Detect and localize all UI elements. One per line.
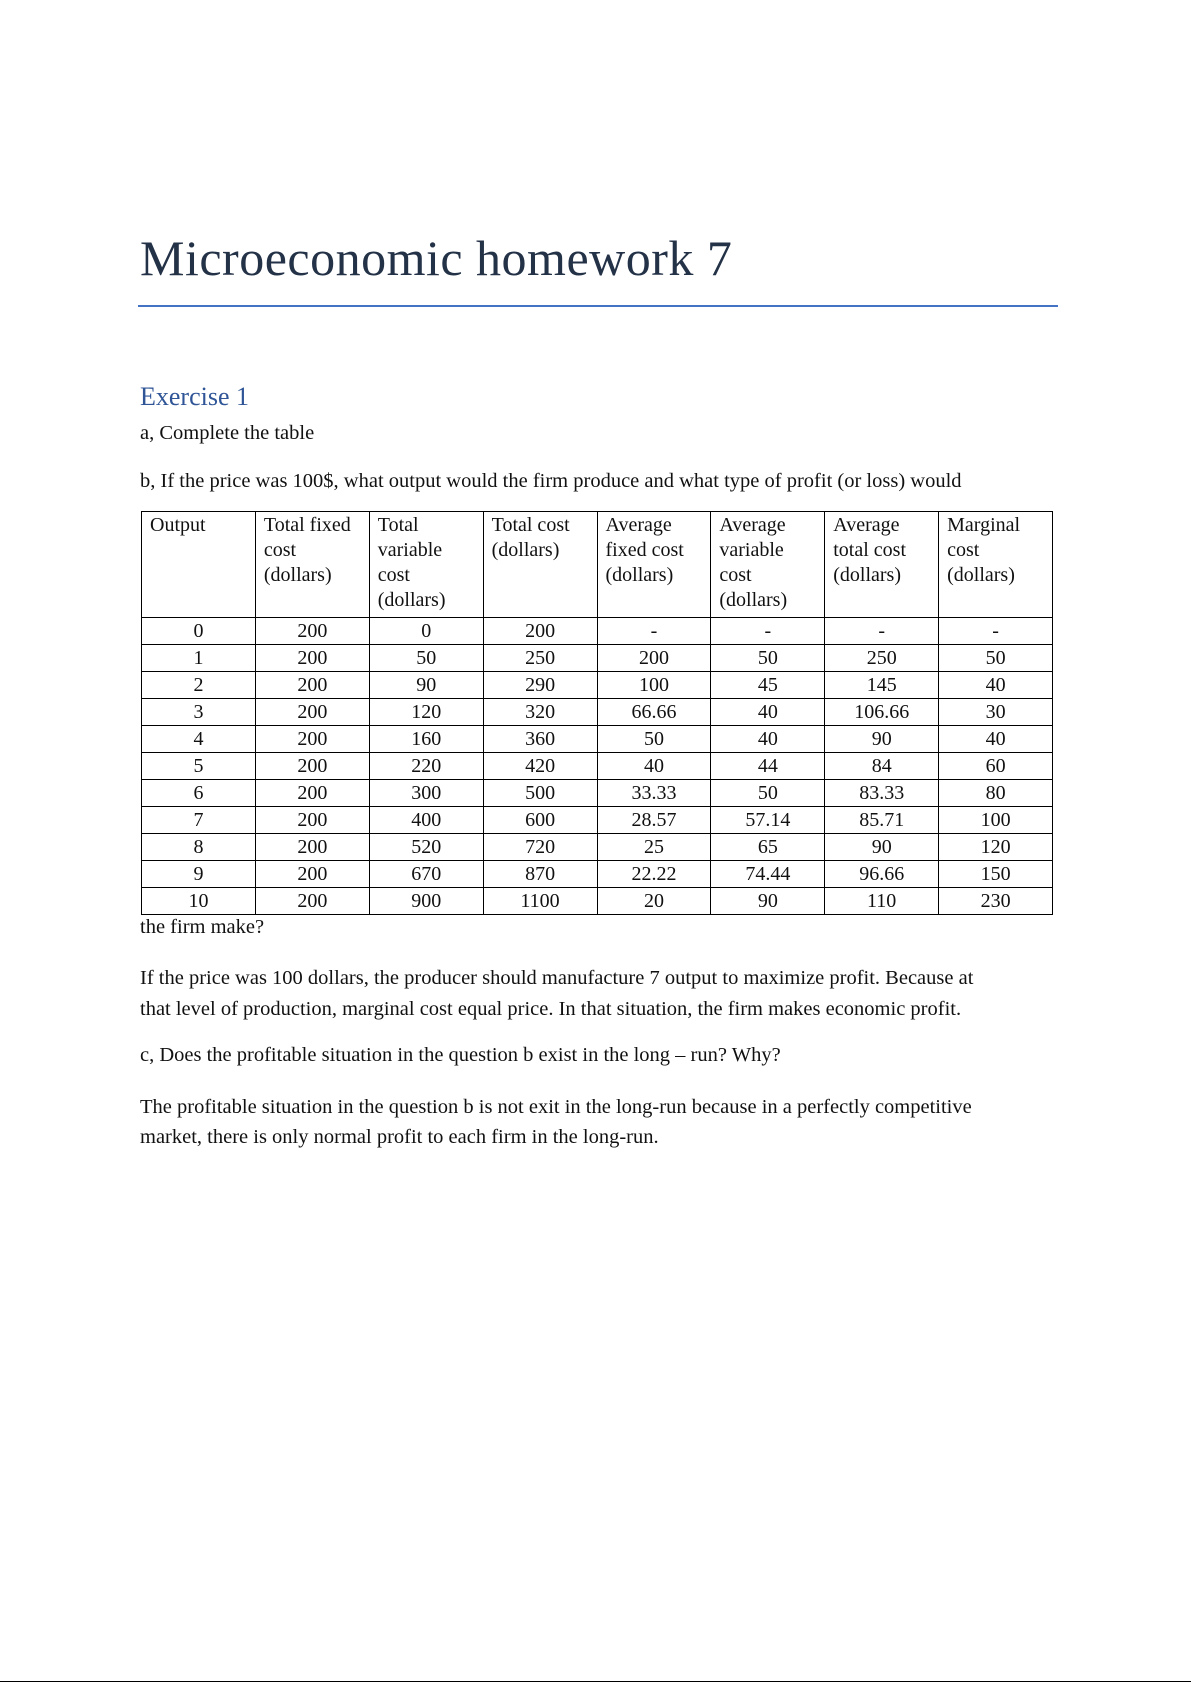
table-cell: 110: [825, 888, 939, 915]
table-cell: 720: [483, 834, 597, 861]
table-cell: 900: [369, 888, 483, 915]
title-divider: [138, 305, 1058, 307]
header-average-fixed-cost: Average fixed cost (dollars): [597, 512, 711, 618]
table-cell: 22.22: [597, 861, 711, 888]
table-cell: 8: [142, 834, 256, 861]
answer-b-line-2: that level of production, marginal cost equal price. In that situation, the firm makes economic profit.: [140, 998, 962, 1020]
table-cell: 50: [711, 780, 825, 807]
answer-c-line-1: The profitable situation in the question b is not exit in the long-run because in a perfectly competitive: [140, 1096, 972, 1118]
table-row: [142, 645, 1053, 672]
table-cell: 50: [369, 645, 483, 672]
table-cell: 90: [369, 672, 483, 699]
table-cell: 200: [483, 618, 597, 645]
table-row: [142, 753, 1053, 780]
page-title: Microeconomic homework 7: [140, 230, 733, 286]
table-row: [142, 888, 1053, 915]
table-cell: 250: [825, 645, 939, 672]
table-cell: 2: [142, 672, 256, 699]
table-cell: 200: [255, 807, 369, 834]
table-cell: 66.66: [597, 699, 711, 726]
table-cell: 600: [483, 807, 597, 834]
question-a: a, Complete the table: [140, 422, 315, 444]
table-body: [142, 618, 1053, 915]
table-cell: 120: [369, 699, 483, 726]
header-total-cost: Total cost (dollars): [483, 512, 597, 618]
table-cell: 160: [369, 726, 483, 753]
table-cell: 40: [939, 672, 1053, 699]
table-row: [142, 861, 1053, 888]
answer-c-line-2: market, there is only normal profit to each firm in the long-run.: [140, 1126, 659, 1148]
table-cell: 57.14: [711, 807, 825, 834]
table-cell: 40: [939, 726, 1053, 753]
table-cell: 33.33: [597, 780, 711, 807]
table-cell: 83.33: [825, 780, 939, 807]
table-cell: 40: [711, 699, 825, 726]
table-cell: -: [825, 618, 939, 645]
table-header-row: [142, 512, 1053, 618]
page-bottom-rule: [0, 1681, 1191, 1682]
table-cell: 200: [255, 861, 369, 888]
table-cell: 0: [369, 618, 483, 645]
cost-table: [141, 511, 1053, 915]
header-output: Output: [142, 512, 256, 618]
table-cell: 870: [483, 861, 597, 888]
table-cell: 10: [142, 888, 256, 915]
table-row: [142, 726, 1053, 753]
table-cell: 80: [939, 780, 1053, 807]
question-b-line-1: b, If the price was 100$, what output would the firm produce and what type of profit (or loss) would: [140, 470, 962, 492]
table-cell: 40: [711, 726, 825, 753]
table-cell: 400: [369, 807, 483, 834]
table-cell: 200: [255, 645, 369, 672]
table-cell: 84: [825, 753, 939, 780]
table-cell: 7: [142, 807, 256, 834]
table-cell: 200: [597, 645, 711, 672]
table-cell: 60: [939, 753, 1053, 780]
table-row: [142, 780, 1053, 807]
table-cell: 1100: [483, 888, 597, 915]
table-cell: 50: [597, 726, 711, 753]
header-average-total-cost: Average total cost (dollars): [825, 512, 939, 618]
table-cell: 200: [255, 834, 369, 861]
table-row: [142, 618, 1053, 645]
table-cell: 20: [597, 888, 711, 915]
table-cell: 100: [939, 807, 1053, 834]
table-cell: 300: [369, 780, 483, 807]
table-cell: 520: [369, 834, 483, 861]
table-cell: 250: [483, 645, 597, 672]
table-cell: 5: [142, 753, 256, 780]
table-cell: 200: [255, 753, 369, 780]
table-cell: 360: [483, 726, 597, 753]
table-cell: 50: [711, 645, 825, 672]
table-cell: 290: [483, 672, 597, 699]
table-cell: 500: [483, 780, 597, 807]
table-cell: 44: [711, 753, 825, 780]
table-cell: 40: [597, 753, 711, 780]
table-cell: 230: [939, 888, 1053, 915]
question-b-line-2: the firm make?: [140, 916, 265, 938]
table-cell: 4: [142, 726, 256, 753]
table-cell: 200: [255, 618, 369, 645]
table-cell: 6: [142, 780, 256, 807]
table-cell: 320: [483, 699, 597, 726]
table-cell: 106.66: [825, 699, 939, 726]
header-total-fixed-cost: Total fixed cost (dollars): [255, 512, 369, 618]
table-cell: 1: [142, 645, 256, 672]
table-cell: 65: [711, 834, 825, 861]
header-average-variable-cost: Average variable cost (dollars): [711, 512, 825, 618]
table-row: [142, 834, 1053, 861]
table-cell: 200: [255, 699, 369, 726]
table-cell: 200: [255, 726, 369, 753]
table-cell: -: [711, 618, 825, 645]
table-cell: 45: [711, 672, 825, 699]
header-total-variable-cost: Total variable cost (dollars): [369, 512, 483, 618]
header-marginal-cost: Marginal cost (dollars): [939, 512, 1053, 618]
table-row: [142, 672, 1053, 699]
table-cell: 145: [825, 672, 939, 699]
exercise-heading: Exercise 1: [140, 382, 250, 411]
table-cell: 200: [255, 780, 369, 807]
table-cell: 420: [483, 753, 597, 780]
table-cell: 85.71: [825, 807, 939, 834]
table-row: [142, 699, 1053, 726]
table-cell: 670: [369, 861, 483, 888]
question-c: c, Does the profitable situation in the question b exist in the long – run? Why?: [140, 1044, 781, 1066]
table-cell: 90: [711, 888, 825, 915]
table-cell: 96.66: [825, 861, 939, 888]
table-cell: 3: [142, 699, 256, 726]
table-cell: -: [939, 618, 1053, 645]
table-cell: -: [597, 618, 711, 645]
table-cell: 200: [255, 672, 369, 699]
table-cell: 150: [939, 861, 1053, 888]
table-row: [142, 807, 1053, 834]
table-cell: 28.57: [597, 807, 711, 834]
table-cell: 90: [825, 726, 939, 753]
table-cell: 74.44: [711, 861, 825, 888]
table-cell: 30: [939, 699, 1053, 726]
table-cell: 220: [369, 753, 483, 780]
table-cell: 0: [142, 618, 256, 645]
table-cell: 25: [597, 834, 711, 861]
answer-b-line-1: If the price was 100 dollars, the producer should manufacture 7 output to maximize profit. Because at: [140, 967, 974, 989]
table-cell: 90: [825, 834, 939, 861]
table-cell: 200: [255, 888, 369, 915]
table-cell: 50: [939, 645, 1053, 672]
table-cell: 9: [142, 861, 256, 888]
table-cell: 120: [939, 834, 1053, 861]
table-cell: 100: [597, 672, 711, 699]
